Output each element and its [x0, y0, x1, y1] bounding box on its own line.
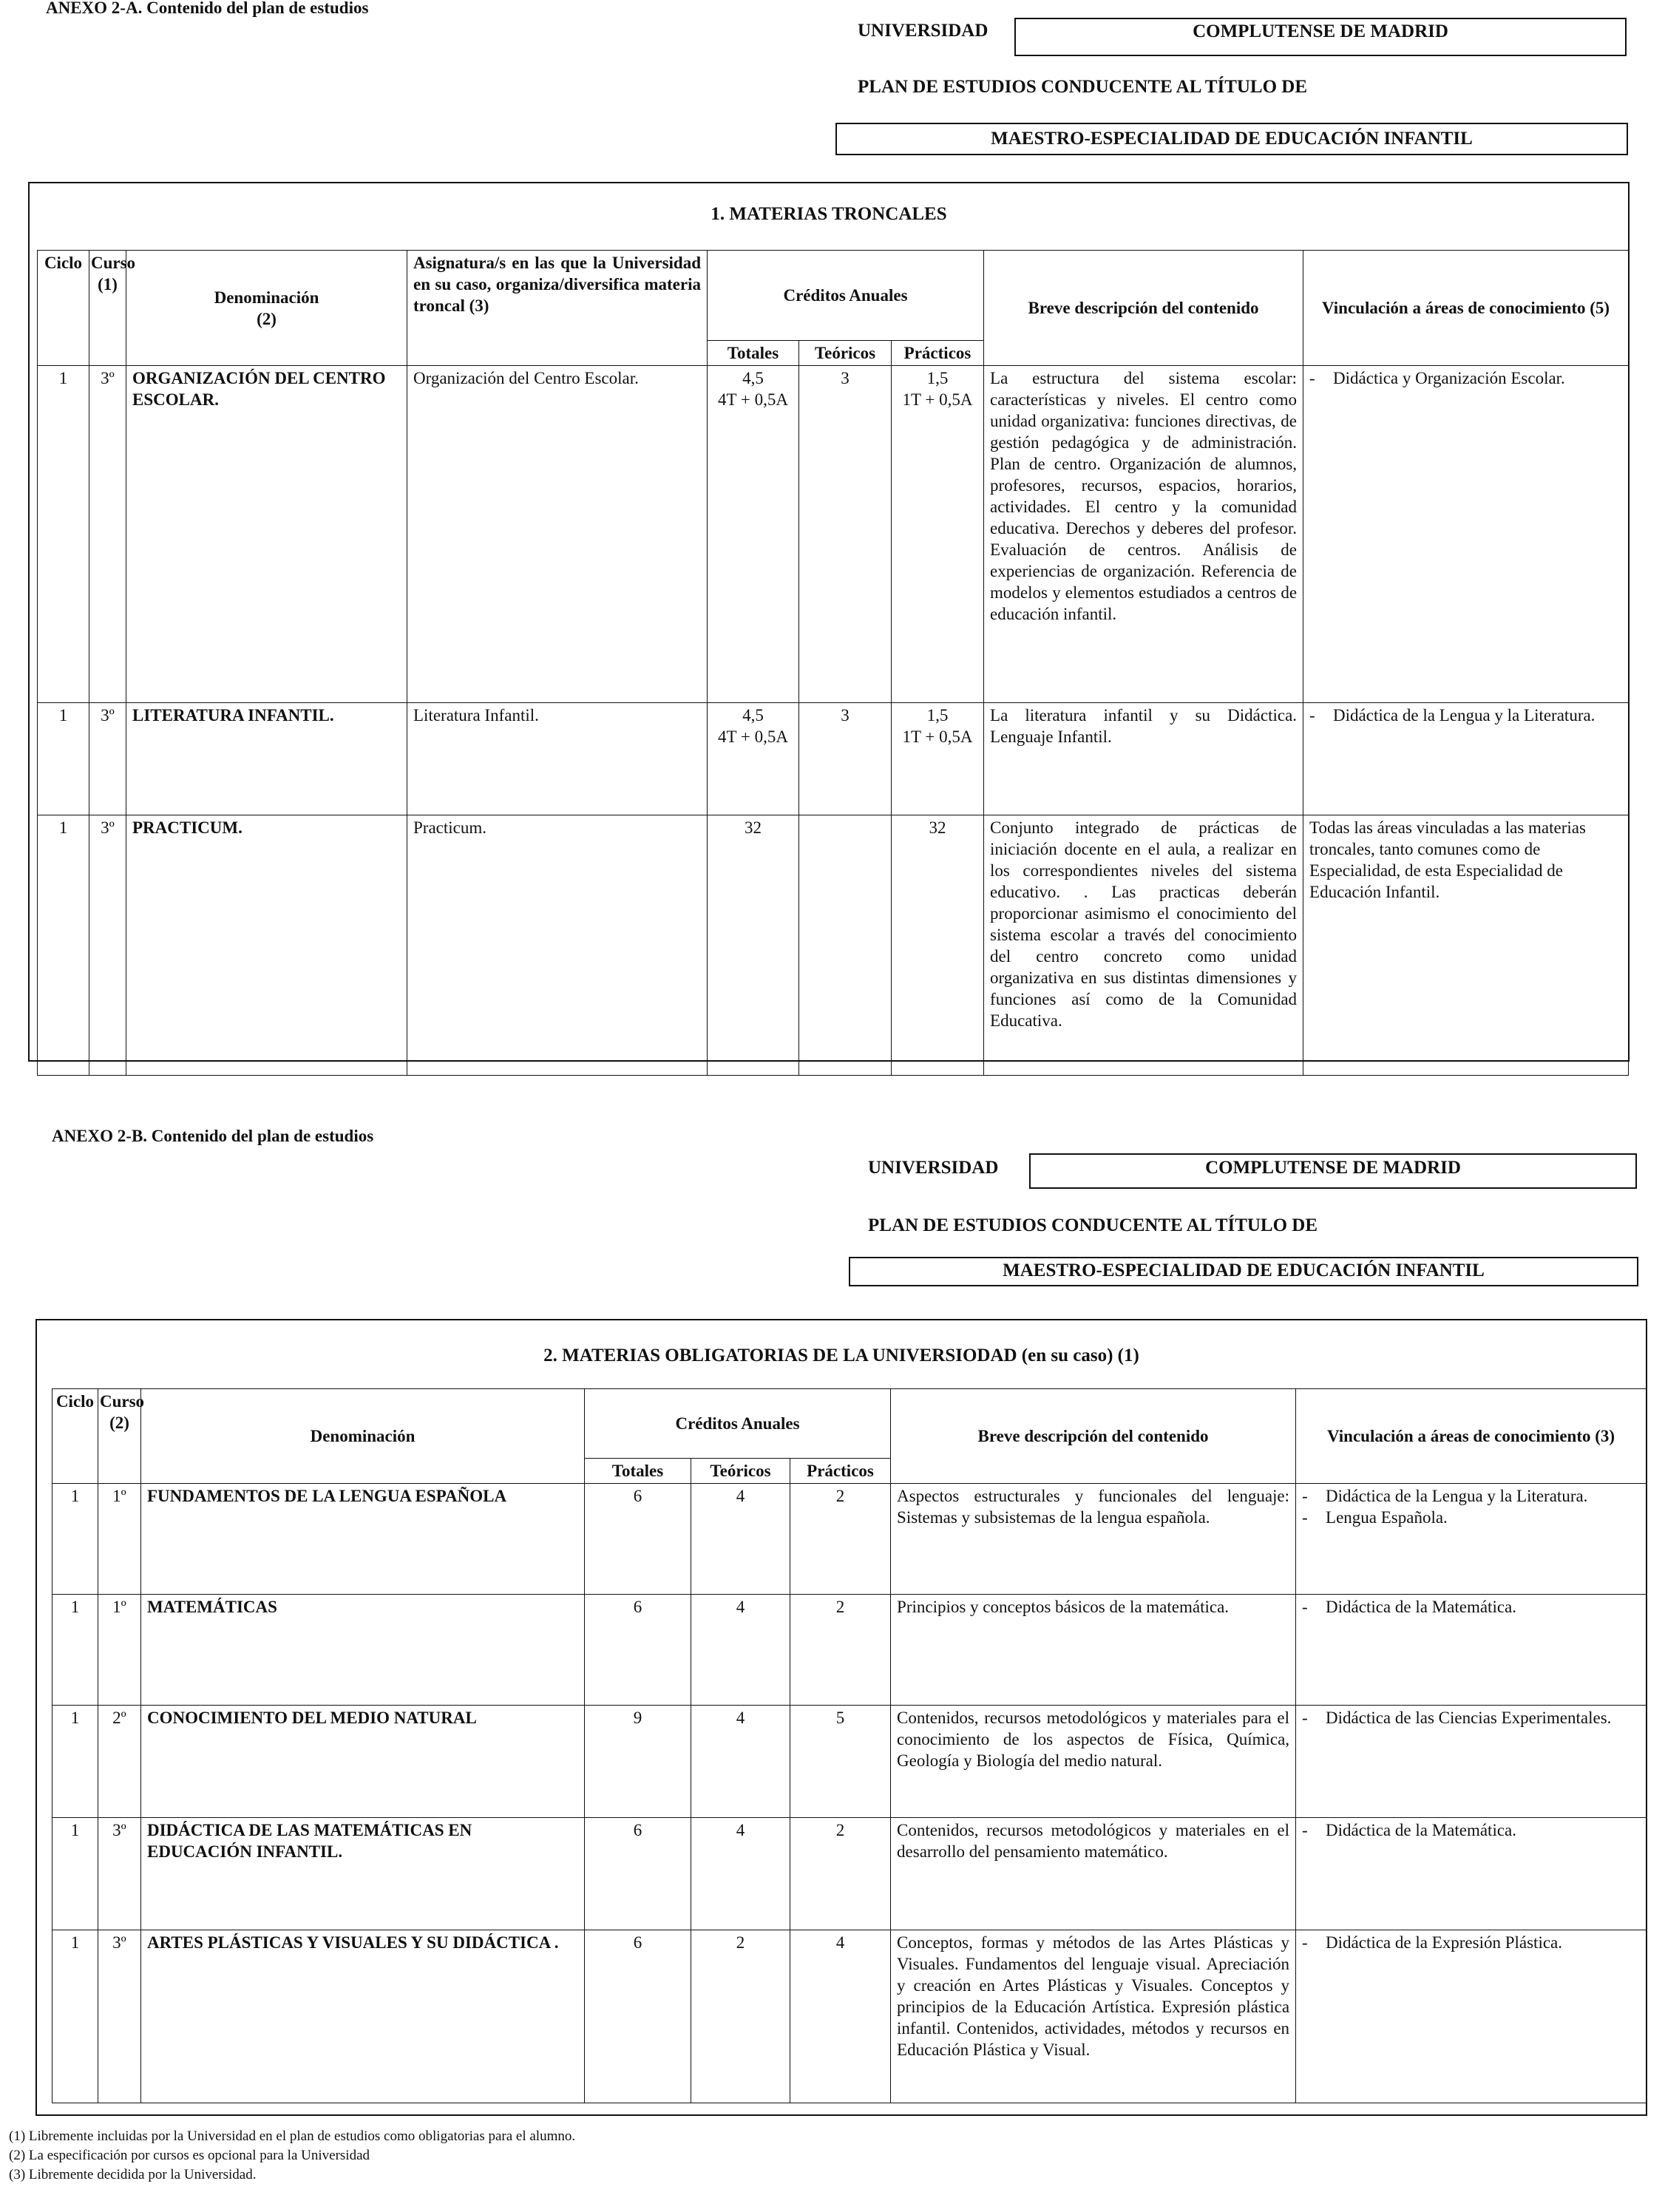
cell-descripcion: Principios y conceptos básicos de la matemática. [891, 1595, 1296, 1706]
cell-denominacion: DIDÁCTICA DE LAS MATEMÁTICAS EN EDUCACIÓN INFANTIL. [141, 1818, 585, 1930]
area-text: Didáctica de la Expresión Plástica. [1326, 1933, 1562, 1952]
cell-vinculacion [1296, 1930, 1647, 2103]
header-vinculacion: Vinculación a áreas de conocimiento (5) [1303, 251, 1629, 366]
cell-totales: 9 [585, 1706, 691, 1818]
cell-totales: 32 [708, 815, 799, 1076]
cell-descripcion: Conceptos, formas y métodos de las Artes Plásticas y Visuales. Fundamentos del lenguaje visual. Apreciación y creación en Artes Plásticas y Visuales. Conceptos y principios de la Educación Artística. Expresión plástica infantil. Contenidos, actividades, métodos y recursos en Educación Plástica y Visual. [891, 1930, 1296, 2103]
annex-b-plan-label: PLAN DE ESTUDIOS CONDUCENTE AL TÍTULO DE [868, 1215, 1318, 1235]
annex-a-universidad-label: UNIVERSIDAD [858, 21, 989, 41]
table-row [52, 1595, 1647, 1706]
cell-ciclo: 1 [38, 815, 89, 1076]
cell-denominacion: LITERATURA INFANTIL. [126, 703, 407, 815]
header-denominacion-label: Denominación [214, 288, 319, 307]
cell-practicos [892, 366, 984, 703]
cell-curso: 3º [98, 1930, 141, 2103]
cell-denominacion: ORGANIZACIÓN DEL CENTRO ESCOLAR. [126, 366, 407, 703]
cell-vinculacion [1296, 1818, 1647, 1930]
annex-a-titulo-box [835, 123, 1628, 155]
annex-a-titulo-value: MAESTRO-ESPECIALIDAD DE EDUCACIÓN INFANTIL [991, 129, 1473, 149]
table-row [52, 1818, 1647, 1930]
annex-a-universidad-value: COMPLUTENSE DE MADRID [1193, 21, 1448, 41]
header-curso-label: Curso [91, 254, 136, 272]
cell-totales: 6 [585, 1595, 691, 1706]
cell-curso: 3º [89, 815, 126, 1076]
totales-value: 4,5 [742, 369, 764, 387]
area-item: - Didáctica de la Lengua y la Literatura. [1302, 1485, 1640, 1507]
annex-a-universidad-box [1014, 18, 1627, 56]
footnote-1: (1) Libremente incluidas por la Universidad en el plan de estudios como obligatorias para el alumno. [9, 2128, 576, 2144]
header-creditos: Créditos Anuales [585, 1389, 891, 1459]
area-text: Didáctica y Organización Escolar. [1333, 369, 1565, 387]
footnotes [9, 2127, 575, 2185]
header-curso [89, 251, 136, 366]
footnote-2: (2) La especificación por cursos es opcional para la Universidad [9, 2148, 370, 2163]
totales-value: 4,5 [742, 706, 764, 725]
practicos-breakdown: 1T + 0,5A [902, 390, 973, 409]
table-row [52, 1484, 1647, 1595]
cell-vinculacion [1303, 815, 1629, 1076]
area-text: Didáctica de la Lengua y la Literatura. [1326, 1487, 1588, 1505]
area-item: - Didáctica de la Matemática. [1302, 1596, 1640, 1618]
area-item: - Didáctica y Organización Escolar. [1309, 367, 1622, 389]
annex-b-section-title: 2. MATERIAS OBLIGATORIAS DE LA UNIVERSIODAD (en su caso) (1) [543, 1346, 1139, 1365]
cell-descripcion: Contenidos, recursos metodológicos y materiales en el desarrollo del pensamiento matemático. [891, 1818, 1296, 1930]
cell-descripcion: Aspectos estructurales y funcionales del lenguaje: Sistemas y subsistemas de la lengua española. [891, 1484, 1296, 1595]
cell-ciclo: 1 [52, 1706, 98, 1818]
cell-descripcion: La literatura infantil y su Didáctica. Lenguaje Infantil. [984, 703, 1303, 815]
header-totales: Totales [708, 341, 799, 366]
header-descripcion: Breve descripción del contenido [984, 251, 1303, 366]
header-ciclo: Ciclo [52, 1389, 98, 1484]
cell-teoricos: 4 [691, 1484, 790, 1595]
cell-vinculacion [1296, 1706, 1647, 1818]
header-teoricos: Teóricos [691, 1459, 790, 1484]
cell-totales: 6 [585, 1930, 691, 2103]
cell-denominacion: CONOCIMIENTO DEL MEDIO NATURAL [141, 1706, 585, 1818]
area-text: Didáctica de la Matemática. [1326, 1821, 1517, 1839]
annex-b-titulo-box [849, 1257, 1638, 1286]
header-totales: Totales [585, 1459, 691, 1484]
area-text: Didáctica de la Lengua y la Literatura. [1333, 706, 1596, 725]
header-denominacion [126, 251, 407, 366]
cell-totales: 6 [585, 1484, 691, 1595]
cell-curso: 3º [89, 366, 126, 703]
header-curso [98, 1389, 145, 1484]
header-curso-note: (1) [98, 275, 118, 294]
table-row [38, 703, 1629, 815]
cell-denominacion: PRACTICUM. [126, 815, 407, 1076]
practicos-value: 1,5 [926, 369, 949, 387]
area-text: Didáctica de la Matemática. [1326, 1598, 1517, 1616]
cell-denominacion: ARTES PLÁSTICAS Y VISUALES Y SU DIDÁCTICA . [141, 1930, 585, 2103]
annex-b-titulo-value: MAESTRO-ESPECIALIDAD DE EDUCACIÓN INFANTIL [1003, 1261, 1485, 1280]
header-descripcion: Breve descripción del contenido [891, 1389, 1296, 1484]
cell-teoricos: 4 [691, 1818, 790, 1930]
cell-teoricos: 3 [799, 366, 892, 703]
header-practicos: Prácticos [892, 341, 984, 366]
area-item: - Lengua Española. [1302, 1507, 1640, 1528]
cell-denominacion: FUNDAMENTOS DE LA LENGUA ESPAÑOLA [141, 1484, 585, 1595]
area-item: - Didáctica de la Lengua y la Literatura. [1309, 705, 1622, 726]
table-row [38, 815, 1629, 1076]
cell-teoricos: 4 [691, 1595, 790, 1706]
totales-breakdown: 4T + 0,5A [718, 390, 788, 409]
header-curso-note: (2) [109, 1414, 129, 1432]
cell-ciclo: 1 [52, 1930, 98, 2103]
cell-teoricos [799, 815, 892, 1076]
area-text: Lengua Española. [1326, 1508, 1448, 1527]
header-denominacion: Denominación [141, 1389, 585, 1484]
cell-practicos [892, 703, 984, 815]
cell-practicos: 32 [892, 815, 984, 1076]
cell-ciclo: 1 [52, 1484, 98, 1595]
header-ciclo: Ciclo [38, 251, 89, 366]
cell-curso: 1º [98, 1595, 141, 1706]
annex-b-universidad-box [1029, 1153, 1637, 1189]
cell-totales [708, 366, 799, 703]
cell-vinculacion [1303, 366, 1629, 703]
cell-teoricos: 4 [691, 1706, 790, 1818]
practicos-breakdown: 1T + 0,5A [902, 727, 973, 746]
cell-curso: 1º [98, 1484, 141, 1595]
cell-descripcion: La estructura del sistema escolar: características y niveles. El centro como unidad organizativa: funciones directivas, de gestión pedagógica y de administración. Plan de centro. Organización de alumnos, profesores, recursos, espacios, horarios, actividades. El centro y la comunidad educativa. Derechos y deberes del profesor. Evaluación de centros. Análisis de experiencias de organización. Referencia de modelos y elementos estudiados a centros de educación infantil. [984, 366, 1303, 703]
area-text: Todas las áreas vinculadas a las materias troncales, tanto comunes como de Especialidad, de esta Especialidad de Educación Infantil. [1309, 818, 1586, 901]
obligatorias-table [52, 1388, 1647, 2103]
table-row [52, 1930, 1647, 2103]
header-asignatura: Asignatura/s en las que la Universidad en su caso, organiza/diversifica materia troncal (3) [407, 251, 708, 366]
annex-b-universidad-value: COMPLUTENSE DE MADRID [1205, 1158, 1461, 1178]
cell-practicos: 4 [790, 1930, 891, 2103]
cell-practicos: 2 [790, 1595, 891, 1706]
footnote-3: (3) Libremente decidida por la Universidad. [9, 2167, 257, 2182]
cell-curso: 3º [89, 703, 126, 815]
cell-asignatura: Organización del Centro Escolar. [407, 366, 708, 703]
header-practicos: Prácticos [790, 1459, 891, 1484]
cell-practicos: 5 [790, 1706, 891, 1818]
totales-breakdown: 4T + 0,5A [718, 727, 788, 746]
cell-vinculacion [1296, 1484, 1647, 1595]
cell-teoricos: 2 [691, 1930, 790, 2103]
cell-practicos: 2 [790, 1484, 891, 1595]
header-curso-label: Curso [100, 1392, 145, 1411]
cell-vinculacion [1303, 703, 1629, 815]
annex-a-section-title: 1. MATERIAS TRONCALES [711, 204, 947, 224]
cell-totales: 6 [585, 1818, 691, 1930]
cell-ciclo: 1 [38, 366, 89, 703]
cell-ciclo: 1 [52, 1818, 98, 1930]
cell-descripcion: Conjunto integrado de prácticas de iniciación docente en el aula, a realizar en los correspondientes niveles del sistema educativo. . Las practicas deberán proporcionar asimismo el conocimiento del sistema escolar a través del conocimiento del centro concreto como unidad organizativa en sus distintas dimensiones y funciones así como de la Comunidad Educativa. [984, 815, 1303, 1076]
area-text: Didáctica de las Ciencias Experimentales. [1326, 1709, 1612, 1727]
area-item: - Didáctica de las Ciencias Experimentales. [1302, 1707, 1640, 1728]
table-row [52, 1706, 1647, 1818]
cell-descripcion: Contenidos, recursos metodológicos y materiales para el conocimiento de los aspectos de Física, Química, Geología y Biología del medio natural. [891, 1706, 1296, 1818]
header-denominacion-note: (2) [257, 309, 277, 328]
annex-b-universidad-label: UNIVERSIDAD [868, 1158, 999, 1178]
cell-practicos: 2 [790, 1818, 891, 1930]
cell-curso: 2º [98, 1706, 141, 1818]
cell-asignatura: Literatura Infantil. [407, 703, 708, 815]
cell-vinculacion [1296, 1595, 1647, 1706]
practicos-value: 1,5 [926, 706, 949, 725]
annex-a-plan-label: PLAN DE ESTUDIOS CONDUCENTE AL TÍTULO DE [858, 77, 1308, 97]
cell-totales [708, 703, 799, 815]
cell-ciclo: 1 [38, 703, 89, 815]
troncales-table [37, 250, 1629, 1076]
header-teoricos: Teóricos [799, 341, 892, 366]
header-vinculacion: Vinculación a áreas de conocimiento (3) [1296, 1389, 1647, 1484]
table-row [38, 366, 1629, 703]
cell-ciclo: 1 [52, 1595, 98, 1706]
area-item: - Didáctica de la Matemática. [1302, 1819, 1640, 1841]
area-item: - Didáctica de la Expresión Plástica. [1302, 1932, 1640, 1953]
cell-curso: 3º [98, 1818, 141, 1930]
annex-a-title: ANEXO 2-A. Contenido del plan de estudios [46, 0, 369, 17]
cell-asignatura: Practicum. [407, 815, 708, 1076]
annex-b-title: ANEXO 2-B. Contenido del plan de estudios [52, 1127, 374, 1145]
cell-teoricos: 3 [799, 703, 892, 815]
header-creditos: Créditos Anuales [708, 251, 984, 341]
cell-denominacion: MATEMÁTICAS [141, 1595, 585, 1706]
